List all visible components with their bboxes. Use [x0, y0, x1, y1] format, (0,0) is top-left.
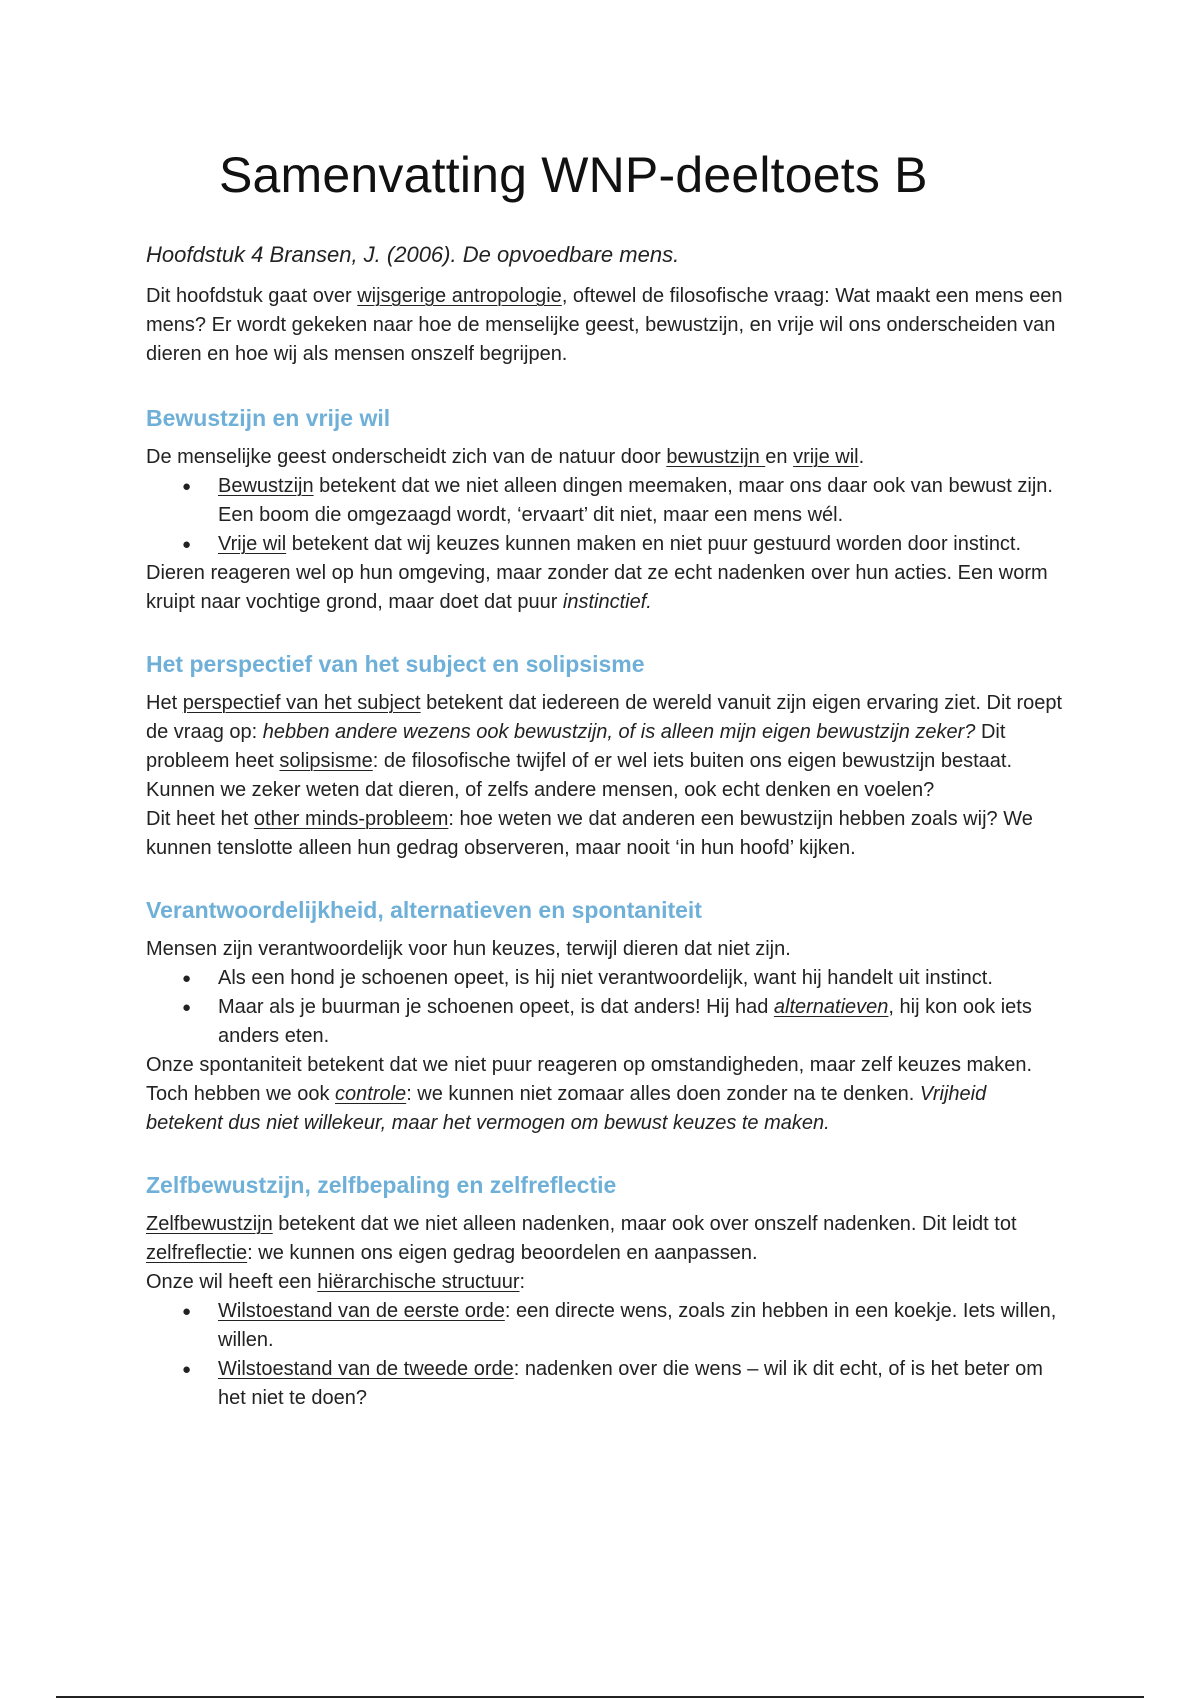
heading-verantwoordelijkheid: Verantwoordelijkheid, alternatieven en spontaniteit: [146, 897, 702, 923]
text: en: [765, 446, 794, 468]
term: perspectief van het subject: [182, 692, 421, 714]
text: betekent dat we niet alleen nadenken, maar ook over onszelf nadenken. Dit leidt tot: [272, 1213, 1017, 1235]
paragraph: [146, 559, 1066, 617]
term-wijsgerige-antropologie: wijsgerige antropologie: [357, 285, 562, 307]
paragraph: [146, 689, 1066, 805]
text: Het: [146, 692, 183, 714]
list-item: [218, 530, 1066, 559]
term: Wilstoestand van de eerste orde: [218, 1300, 505, 1322]
text: Dit hoofdstuk gaat over: [146, 285, 358, 307]
bullet-list: [146, 964, 1066, 1051]
heading-bewustzijn-vrije-wil: Bewustzijn en vrije wil: [146, 405, 391, 431]
bullet-list: [146, 472, 1066, 559]
text: : een directe wens, zoals zin hebben in een koekje. Iets willen, willen.: [218, 1300, 1057, 1351]
term: zelfreflectie: [146, 1242, 248, 1264]
text: betekent dat wij keuzes kunnen maken en niet puur gestuurd worden door instinct.: [286, 533, 1022, 555]
text: : nadenken over die wens – wil ik dit echt, of is het beter om het niet te doen?: [218, 1358, 1043, 1409]
paragraph: [146, 1051, 1066, 1138]
emphasis: instinctief.: [562, 591, 652, 613]
document-title: Samenvatting WNP-deeltoets B: [219, 147, 928, 203]
text: , hij kon ook iets anders eten.: [218, 996, 1032, 1047]
text: Dit heet het: [146, 808, 254, 830]
text: betekent dat iedereen de wereld vanuit zijn eigen ervaring ziet. Dit roept de vraag op:: [146, 692, 1063, 743]
text: : de filosofische twijfel of er wel iets buiten ons eigen bewustzijn bestaat. Kunnen we zeker weten dat dieren, of zelfs andere mensen, ook echt denken en voelen?: [146, 750, 1013, 801]
term-vrije-wil: vrije wil: [793, 446, 859, 468]
term: Bewustzijn: [218, 475, 314, 497]
list-item: [218, 472, 1066, 530]
term: alternatieven: [773, 996, 889, 1018]
text: Onze wil heeft een: [146, 1271, 318, 1293]
text: : we kunnen niet zomaar alles doen zonder na te denken.: [406, 1083, 920, 1105]
paragraph: Mensen zijn verantwoordelijk voor hun keuzes, terwijl dieren dat niet zijn.: [146, 938, 791, 960]
list-item: ● Als een hond je schoenen opeet, is hij niet verantwoordelijk, want hij handelt uit instinct.: [218, 964, 1066, 993]
list-item: [218, 993, 1066, 1051]
text: Dieren reageren wel op hun omgeving, maar zonder dat ze echt nadenken over hun acties. Een worm kruipt naar vochtige grond, maar doet dat puur: [146, 562, 1048, 613]
paragraph: [146, 443, 1066, 472]
chapter-reference: Hoofdstuk 4 Bransen, J. (2006). De opvoedbare mens.: [146, 242, 680, 267]
term: controle: [335, 1083, 407, 1105]
text: betekent dat we niet alleen dingen meemaken, maar ons daar ook van bewust zijn. Een boom die omgezaagd wordt, ‘ervaart’ dit niet, maar een mens wél.: [218, 475, 1053, 526]
list-item: [218, 1355, 1066, 1413]
list-item: [218, 1297, 1066, 1355]
emphasis: Vrijheid betekent dus niet willekeur, maar het vermogen om bewust keuzes te maken.: [146, 1083, 987, 1134]
paragraph: [146, 1268, 1066, 1297]
text: Onze spontaniteit betekent dat we niet puur reageren op omstandigheden, maar zelf keuzes maken. Toch hebben we ook: [146, 1054, 1033, 1105]
emphasis: hebben andere wezens ook bewustzijn, of is alleen mijn eigen bewustzijn zeker?: [262, 721, 976, 743]
term: Zelfbewustzijn: [146, 1213, 273, 1235]
paragraph: [146, 805, 1066, 863]
text: De menselijke geest onderscheidt zich van de natuur door: [146, 446, 667, 468]
text: : hoe weten we dat anderen een bewustzijn hebben zoals wij? We kunnen tenslotte alleen hun gedrag observeren, maar nooit ‘in hun hoofd’ kijken.: [146, 808, 1033, 859]
term: Wilstoestand van de tweede orde: [218, 1358, 514, 1380]
bullet-list: [146, 1297, 1066, 1413]
document-page: [146, 140, 1066, 1413]
term: Vrije wil: [218, 533, 287, 555]
text: :: [519, 1271, 526, 1293]
term-bewustzijn: bewustzijn: [666, 446, 766, 468]
paragraph: [146, 1210, 1066, 1268]
intro-paragraph: [146, 282, 1066, 369]
heading-perspectief-solipsisme: Het perspectief van het subject en solipsisme: [146, 651, 645, 677]
term: other minds-probleem: [253, 808, 449, 830]
text: : we kunnen ons eigen gedrag beoordelen en aanpassen.: [247, 1242, 758, 1264]
term: solipsisme: [279, 750, 373, 772]
text: Dit probleem heet: [146, 721, 1006, 772]
term: hiërarchische structuur: [317, 1271, 520, 1293]
text: .: [858, 446, 865, 468]
footer-divider: [56, 1696, 1144, 1698]
text: Maar als je buurman je schoenen opeet, is dat anders! Hij had: [218, 996, 774, 1018]
text: , oftewel de filosofische vraag: Wat maakt een mens een mens? Er wordt gekeken naar hoe de menselijke geest, bewustzijn, en vrije wil ons onderscheiden van dieren en hoe wij als mensen onszelf begrijpen.: [146, 285, 1063, 365]
heading-zelfbewustzijn: Zelfbewustzijn, zelfbepaling en zelfreflectie: [146, 1172, 617, 1198]
